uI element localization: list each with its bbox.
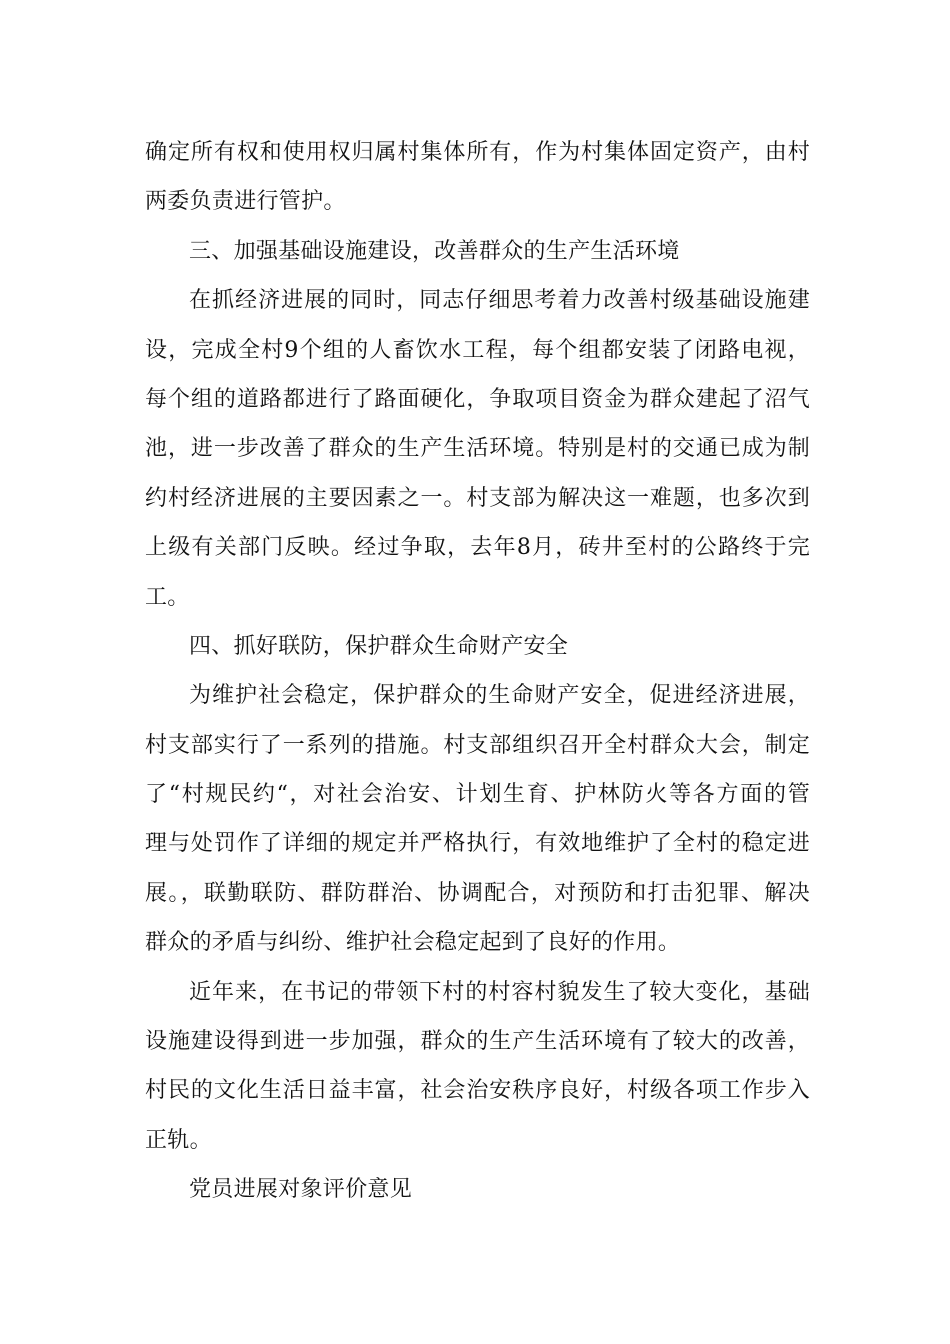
- section-heading: 四、抓好联防，保护群众生命财产安全: [189, 633, 569, 659]
- text-line: 村民的文化生活日益丰富，社会治安秩序良好，村级各项工作步入: [145, 1078, 810, 1104]
- text-line: 村支部实行了一系列的措施。村支部组织召开全村群众大会，制定: [145, 732, 810, 758]
- text-line: 两委负责进行管护。: [145, 189, 346, 215]
- text-line: 上级有关部门反映。经过争取，去年8月，砖井至村的公路终于完: [145, 535, 810, 561]
- text-line: 设，完成全村9个组的人畜饮水工程，每个组都安装了闭路电视，: [145, 337, 810, 363]
- document-body: [145, 128, 810, 1215]
- text-line: 理与处罚作了详细的规定并严格执行，有效地维护了全村的稳定进: [145, 831, 810, 857]
- text-line: 工。: [145, 584, 190, 610]
- text-line: 为维护社会稳定，保护群众的生命财产安全，促进经济进展，: [189, 683, 810, 709]
- text-line: 正轨。: [145, 1127, 212, 1153]
- text-line: 群众的矛盾与纠纷、维护社会稳定起到了良好的作用。: [145, 930, 681, 956]
- text-line: 设施建设得到进一步加强，群众的生产生活环境有了较大的改善，: [145, 1029, 810, 1055]
- text-line: 每个组的道路都进行了路面硬化，争取项目资金为群众建起了沼气: [145, 386, 810, 412]
- text-line: 了“村规民约“，对社会治安、计划生育、护林防火等各方面的管: [145, 782, 810, 808]
- section-heading: 党员进展对象评价意见: [189, 1177, 413, 1203]
- text-line: 近年来，在书记的带领下村的村容村貌发生了较大变化，基础: [189, 979, 810, 1005]
- text-line: 确定所有权和使用权归属村集体所有，作为村集体固定资产，由村: [145, 140, 810, 165]
- text-line: 展。，联勤联防、群防群治、协调配合，对预防和打击犯罪、解决: [145, 880, 810, 906]
- text-line: 约村经济进展的主要因素之一。村支部为解决这一难题，也多次到: [145, 485, 810, 511]
- section-heading: 三、加强基础设施建设，改善群众的生产生活环境: [189, 238, 680, 264]
- text-line: 池，进一步改善了群众的生产生活环境。特别是村的交通已成为制: [145, 436, 810, 462]
- text-line: 在抓经济进展的同时，同志仔细思考着力改善村级基础设施建: [189, 288, 810, 314]
